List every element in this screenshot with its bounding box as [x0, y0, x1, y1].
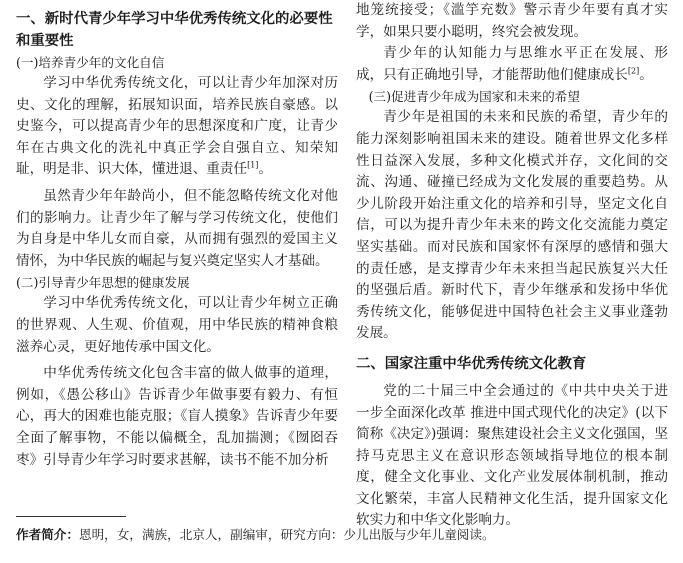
left-column: [16, 0, 338, 471]
author-footnote: [16, 526, 666, 544]
paragraph: 青少年是祖国的未来和民族的希望，青少年的能力深刻影响祖国未来的建设。随着世界文化多样性日益深入发展，多种文化模式并存，文化间的交流、沟通、碰撞已经成为文化发展的重要趋势。从少儿阶段开始注重文化的培养和引导，坚定文化自信，可以为提升青少年未来的跨文化交流能力奠定坚实基础。而对民族和国家怀有深厚的感情和强大的责任感，是支撑青少年未来担当起民族复兴大任的坚强后盾。新时代下，青少年继承和发扬中华优秀传统文化，能够促进中国特色社会主义事业蓬勃发展。: [356, 109, 668, 342]
footnote-rule: [16, 516, 126, 517]
paragraph: 虽然青少年年龄尚小，但不能忽略传统文化对他们的影响力。让青少年了解与学习传统文化，使他们为自身是中华儿女而自豪，从而拥有强烈的爱国主义情怀，为中华民族的崛起与复兴奠定坚实人才基础。: [16, 187, 338, 269]
subheading-future-hope: (三)促进青少年成为国家和未来的希望: [368, 89, 580, 105]
paragraph-text: 学习中华优秀传统文化，可以让青少年加深对历史、文化的理解，拓展知识面，培养民族自豪感。以史鉴今，可以提高青少年的思想深度和广度，让青少年在古典文化的洗礼中真正学会自强自立、知荣知耻，明是非、识大体，懂进退、重责任: [16, 75, 338, 178]
paragraph-continued: 地笼统接受；《滥竽充数》警示青少年要有真才实学，如果只要小聪明，终究会被发现。: [356, 2, 668, 40]
subheading-cultural-confidence: (一)培养青少年的文化自信: [16, 55, 165, 70]
footnote-text: 恩明，女，满族，北京人，副编审，研究方向：少儿出版与少年儿童阅读。: [78, 527, 495, 542]
paragraph-end: 。: [639, 66, 653, 83]
subheading-healthy-development: (二)引导青少年思想的健康发展: [16, 275, 190, 291]
section-heading-2: 二、国家注重中华优秀传统文化教育: [356, 355, 587, 372]
footnote-label: 作者简介：: [16, 527, 79, 542]
paragraph: 中华优秀传统文化包含丰富的做人做事的道理，例如，《愚公移山》告诉青少年做事要有毅力、有恒心，再大的困难也能克服；《盲人摸象》告诉青少年要全面了解事物，不能以偏概全，乱加揣测；《囫囵吞枣》引导青少年学习时要求甚解，读书不能不加分析: [16, 365, 338, 468]
paragraph: 党的二十届三中全会通过的《中共中央关于进一步全面深化改革 推进中国式现代化的决定》(以下简称《决定》)强调：聚焦建设社会主义文化强国，坚持马克思主义在意识形态领域指导地位的根本制度，健全文化事业、文化产业发展体制机制，推动文化繁荣，丰富人民精神文化生活，提升国家文化软实力和中华文化影响力。: [356, 382, 668, 529]
right-column: [356, 0, 668, 532]
citation-ref: [2]: [627, 66, 640, 76]
paragraph-text: 青少年的认知能力与思维水平正在发展、形成，只有正确地引导，才能帮助他们健康成长: [356, 45, 668, 83]
paragraph: [356, 43, 668, 86]
citation-ref: [1]: [247, 160, 259, 170]
section-heading-1: 一、新时代青少年学习中华优秀传统文化的必要性和重要性: [16, 11, 333, 49]
paragraph-end: 。: [258, 161, 273, 178]
paragraph: 学习中华优秀传统文化，可以让青少年树立正确的世界观、人生观、价值观，用中华民族的精神食粮滋养心灵，更好地传承中国文化。: [16, 295, 338, 355]
paragraph: [16, 73, 338, 181]
